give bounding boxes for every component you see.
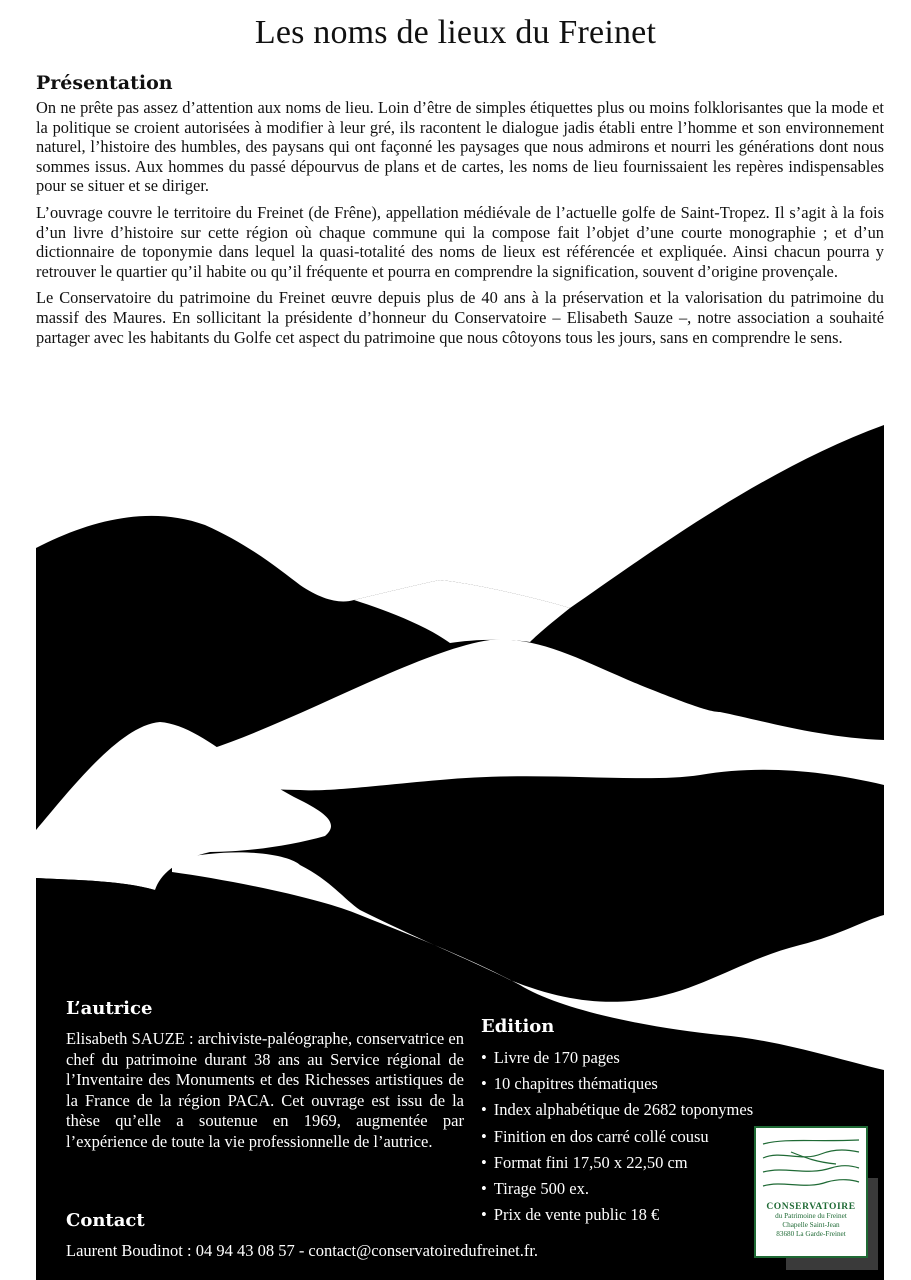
logo-name: CONSERVATOIRE (766, 1202, 856, 1212)
intro-paragraph-3: Le Conservatoire du patrimoine du Freinet œuvre depuis plus de 40 ans à la préservation et la valorisation du patrimoine du massif des Maures. En sollicitant la présidente d’honneur du Conservatoire – Elisabeth Sauze –, notre association a souhaité partager avec les habitants du Golfe cet aspect du patrimoine que nous côtoyons tous les jours, sans en comprendre le sens. (36, 288, 884, 347)
edition-list (481, 1045, 781, 1228)
edition-item: • Tirage 500 ex. (481, 1176, 781, 1202)
contact-section (66, 1210, 686, 1261)
edition-item: • 10 chapitres thématiques (481, 1071, 781, 1097)
logo-line-3: 83680 La Garde-Freinet (776, 1230, 846, 1238)
edition-item: • Livre de 170 pages (481, 1045, 781, 1071)
author-section (66, 998, 464, 1153)
edition-section (481, 1016, 781, 1228)
intro-heading: Présentation (36, 72, 173, 94)
edition-item: • Finition en dos carré collé cousu (481, 1124, 781, 1150)
conservatoire-logo (754, 1126, 868, 1258)
author-text: Elisabeth SAUZE : archiviste-paléographe, conservatrice en chef du patrimoine durant 38 ans au Service régional de l’Inventaire des Monuments et des Richesses artistiques de la France de la région PACA. Cet ouvrage est issu de la thèse qu’elle a soutenue en 1969, augmentée par l’expérience de toute la vie professionnelle de l’autrice. (66, 1029, 464, 1151)
intro-paragraph-2: L’ouvrage couvre le territoire du Freinet (de Frêne), appellation médiévale de l’actuelle golfe de Saint-Tropez. Il s’agit à la fois d’un livre d’histoire sur cette région où chaque commune qui la compose fait l’objet d’une courte monographie ; et d’un dictionnaire de toponymie dans lequel la quasi-totalité des noms de lieux est référencée et expliquée. Ainsi chacun pourra y retrouver le quartier qu’il habite ou qu’il fréquente et pourra en comprendre la signification, souvent d’origine provençale. (36, 202, 884, 281)
edition-item: • Index alphabétique de 2682 toponymes (481, 1097, 781, 1123)
page-title: Les noms de lieux du Freinet (254, 14, 657, 51)
contact-line: Laurent Boudinot : 04 94 43 08 57 - contact@conservatoiredufreinet.fr. (66, 1241, 539, 1260)
contact-heading: Contact (66, 1210, 145, 1231)
hills-logo-icon (761, 1132, 861, 1198)
intro-paragraph-1: On ne prête pas assez d’attention aux noms de lieu. Loin d’être de simples étiquettes plus ou moins folklorisantes que la mode et la politique se croient autorisées à modifier à leur gré, ils racontent le dialogue jadis établi entre l’homme et son environnement naturel, l’histoire des humbles, des paysans qui ont façonné les paysages que nous admirons et nourri les générations dont nous sommes issus. Aux hommes du passé dépourvus de plans et de cartes, les noms de lieu fournissaient les repères indispensables pour se situer et se diriger. (36, 98, 884, 196)
edition-item: • Format fini 17,50 x 22,50 cm (481, 1150, 781, 1176)
author-heading: L’autrice (66, 998, 153, 1019)
logo-line-2: Chapelle Saint-Jean (782, 1221, 840, 1229)
edition-item: • Prix de vente public 18 € (481, 1202, 781, 1228)
edition-heading: Edition (481, 1016, 555, 1037)
logo-line-1: du Patrimoine du Freinet (775, 1212, 847, 1220)
intro-body (36, 98, 884, 354)
